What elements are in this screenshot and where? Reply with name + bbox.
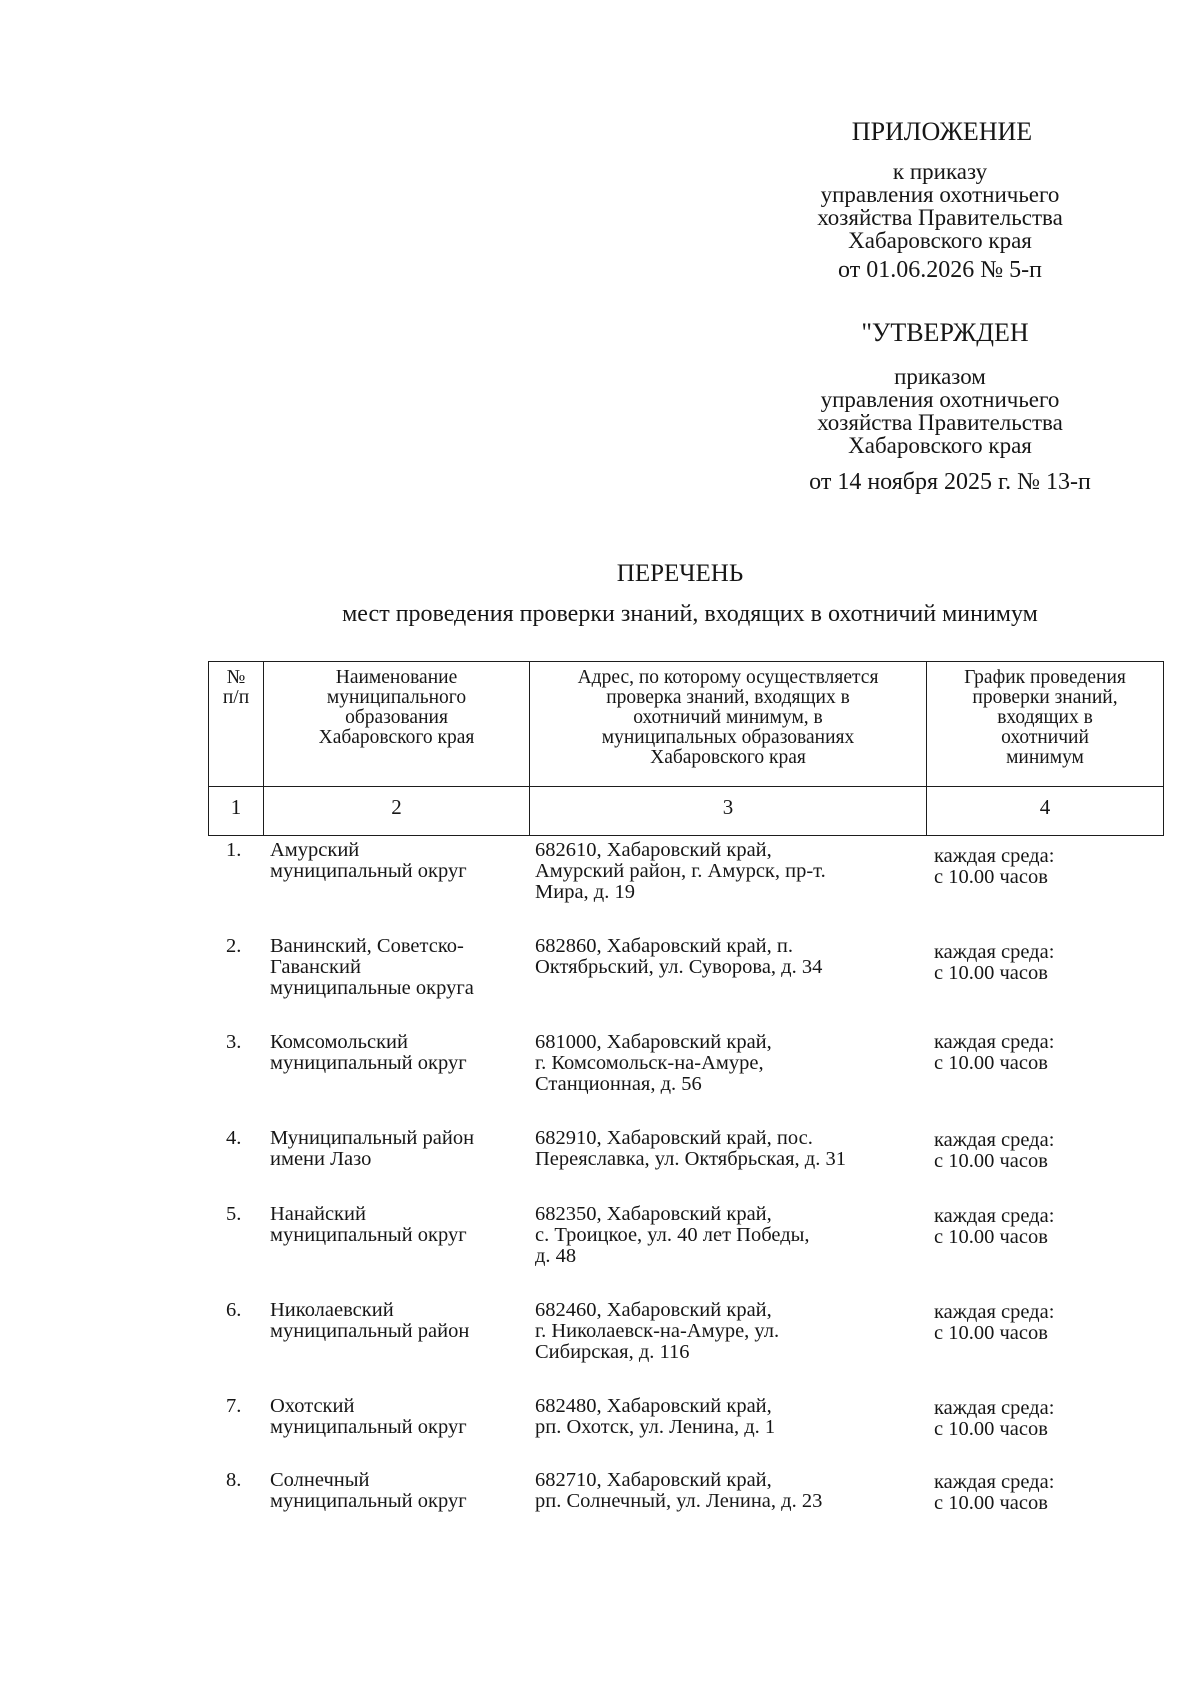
- name-line: муниципальный округ: [270, 1490, 467, 1512]
- approval-line: управления охотничьего: [820, 387, 1060, 412]
- item-number: 3.: [226, 1031, 242, 1053]
- item-number: 4.: [226, 1127, 242, 1149]
- header-text: Адрес, по которому осуществляется: [577, 667, 879, 688]
- schedule-line: с 10.00 часов: [934, 1322, 1048, 1344]
- header-text: образования: [345, 707, 448, 728]
- schedule-line: каждая среда:: [934, 1031, 1055, 1053]
- document-title: ПЕРЕЧЕНЬ: [616, 560, 744, 587]
- name-line: Гаванский: [270, 956, 361, 978]
- item-address: [535, 936, 925, 978]
- header-text: Хабаровского края: [318, 727, 475, 748]
- header-cell-schedule: [927, 662, 1164, 787]
- schedule-line: с 10.00 часов: [934, 1226, 1048, 1248]
- item-name: [270, 1396, 520, 1438]
- address-line: г. Николаевск-на-Амуре, ул.: [535, 1320, 780, 1342]
- annex-line: хозяйства Правительства: [817, 205, 1063, 230]
- name-line: муниципальный округ: [270, 1224, 467, 1246]
- name-line: муниципальный район: [270, 1320, 470, 1342]
- item-number: 8.: [226, 1469, 242, 1491]
- item-address: [535, 840, 925, 903]
- header-cell-name: [264, 662, 530, 787]
- item-address: [535, 1470, 925, 1512]
- address-line: с. Троицкое, ул. 40 лет Победы,: [535, 1224, 810, 1246]
- document-subtitle: мест проведения проверки знаний, входящих в охотничий минимум: [342, 601, 1038, 627]
- item-schedule: [934, 1302, 1164, 1344]
- item-address: [535, 1396, 925, 1438]
- schedule-line: с 10.00 часов: [934, 866, 1048, 888]
- item-schedule: [934, 1472, 1164, 1514]
- annex-body: [760, 160, 1120, 252]
- header-text: п/п: [222, 687, 250, 708]
- item-name: [270, 840, 520, 882]
- header-table: [208, 661, 1164, 836]
- name-line: Комсомольский: [270, 1031, 408, 1053]
- schedule-line: с 10.00 часов: [934, 1492, 1048, 1514]
- schedule-line: с 10.00 часов: [934, 1052, 1048, 1074]
- schedule-line: с 10.00 часов: [934, 1150, 1048, 1172]
- name-line: Ванинский, Советско-: [270, 935, 464, 957]
- annex-line: управления охотничьего: [820, 182, 1060, 207]
- name-line: Нанайский: [270, 1203, 366, 1225]
- table-header-row: [209, 662, 1164, 787]
- column-number: 3: [530, 787, 927, 836]
- address-line: Переяславка, ул. Октябрьская, д. 31: [535, 1148, 846, 1170]
- item-address: [535, 1128, 925, 1170]
- item-schedule: [934, 846, 1164, 888]
- address-line: рп. Солнечный, ул. Ленина, д. 23: [535, 1490, 823, 1512]
- schedule-line: каждая среда:: [934, 1205, 1055, 1227]
- header-text: минимум: [1006, 747, 1084, 768]
- address-line: 682610, Хабаровский край,: [535, 839, 772, 861]
- header-text: охотничий: [1001, 727, 1089, 748]
- header-text: входящих в: [997, 707, 1093, 728]
- address-line: Сибирская, д. 116: [535, 1341, 690, 1363]
- column-number: 1: [209, 787, 264, 836]
- annex-line: к приказу: [892, 159, 988, 184]
- item-schedule: [934, 1032, 1164, 1074]
- item-number: 7.: [226, 1395, 242, 1417]
- item-address: [535, 1204, 925, 1267]
- item-name: [270, 1470, 520, 1512]
- item-number: 6.: [226, 1299, 242, 1321]
- name-line: Солнечный: [270, 1469, 370, 1491]
- item-name: [270, 936, 520, 999]
- item-number: 5.: [226, 1203, 242, 1225]
- schedule-line: каждая среда:: [934, 845, 1055, 867]
- item-schedule: [934, 942, 1164, 984]
- approval-line: хозяйства Правительства: [817, 410, 1063, 435]
- name-line: муниципальный округ: [270, 1052, 467, 1074]
- address-line: 682710, Хабаровский край,: [535, 1469, 772, 1491]
- address-line: 682460, Хабаровский край,: [535, 1299, 772, 1321]
- address-line: Амурский район, г. Амурск, пр-т.: [535, 860, 826, 882]
- item-number: 2.: [226, 935, 242, 957]
- address-line: Мира, д. 19: [535, 881, 635, 903]
- header-text: Хабаровского края: [650, 747, 806, 768]
- annex-title: ПРИЛОЖЕНИЕ: [851, 117, 1033, 146]
- address-line: 682910, Хабаровский край, пос.: [535, 1127, 813, 1149]
- approval-line: приказом: [894, 364, 986, 389]
- address-line: рп. Охотск, ул. Ленина, д. 1: [535, 1416, 776, 1438]
- address-line: д. 48: [535, 1245, 577, 1267]
- header-text: Наименование: [335, 667, 458, 688]
- schedule-line: каждая среда:: [934, 1301, 1055, 1323]
- name-line: муниципальный округ: [270, 860, 467, 882]
- header-text: муниципального: [326, 687, 467, 708]
- item-address: [535, 1300, 925, 1363]
- item-name: [270, 1204, 520, 1246]
- header-text: муниципальных образованиях: [601, 727, 855, 748]
- schedule-line: каждая среда:: [934, 1129, 1055, 1151]
- address-line: Октябрьский, ул. Суворова, д. 34: [535, 956, 823, 978]
- address-line: 681000, Хабаровский край,: [535, 1031, 772, 1053]
- header-cell-address: [530, 662, 927, 787]
- column-number: 4: [927, 787, 1164, 836]
- name-line: Николаевский: [270, 1299, 394, 1321]
- item-name: [270, 1032, 520, 1074]
- header-text: проверки знаний,: [972, 687, 1118, 708]
- approval-body: [760, 365, 1120, 457]
- header-text: №: [226, 667, 246, 688]
- address-line: 682860, Хабаровский край, п.: [535, 935, 793, 957]
- item-name: [270, 1128, 520, 1170]
- approval-date: от 14 ноября 2025 г. № 13-п: [809, 469, 1091, 495]
- schedule-line: с 10.00 часов: [934, 962, 1048, 984]
- address-line: Станционная, д. 56: [535, 1073, 702, 1095]
- item-name: [270, 1300, 520, 1342]
- item-number: 1.: [226, 839, 242, 861]
- annex-date: от 01.06.2026 № 5-п: [838, 257, 1042, 283]
- address-line: 682350, Хабаровский край,: [535, 1203, 772, 1225]
- column-number: 2: [264, 787, 530, 836]
- name-line: имени Лазо: [270, 1148, 372, 1170]
- name-line: Муниципальный район: [270, 1127, 475, 1149]
- name-line: муниципальные округа: [270, 977, 474, 999]
- item-address: [535, 1032, 925, 1095]
- schedule-line: каждая среда:: [934, 1471, 1055, 1493]
- header-cell-number: [209, 662, 264, 787]
- item-schedule: [934, 1398, 1164, 1440]
- annex-line: Хабаровского края: [848, 228, 1032, 253]
- item-schedule: [934, 1130, 1164, 1172]
- header-text: охотничий минимум, в: [633, 707, 823, 728]
- address-line: 682480, Хабаровский край,: [535, 1395, 772, 1417]
- name-line: муниципальный округ: [270, 1416, 467, 1438]
- approval-title: "УТВЕРЖДЕН: [861, 318, 1029, 347]
- name-line: Амурский: [270, 839, 360, 861]
- item-schedule: [934, 1206, 1164, 1248]
- column-number-row: [209, 787, 1164, 836]
- address-line: г. Комсомольск-на-Амуре,: [535, 1052, 764, 1074]
- approval-line: Хабаровского края: [848, 433, 1032, 458]
- schedule-line: каждая среда:: [934, 941, 1055, 963]
- schedule-line: с 10.00 часов: [934, 1418, 1048, 1440]
- name-line: Охотский: [270, 1395, 355, 1417]
- header-text: проверка знаний, входящих в: [606, 687, 850, 708]
- header-text: График проведения: [964, 667, 1126, 688]
- schedule-line: каждая среда:: [934, 1397, 1055, 1419]
